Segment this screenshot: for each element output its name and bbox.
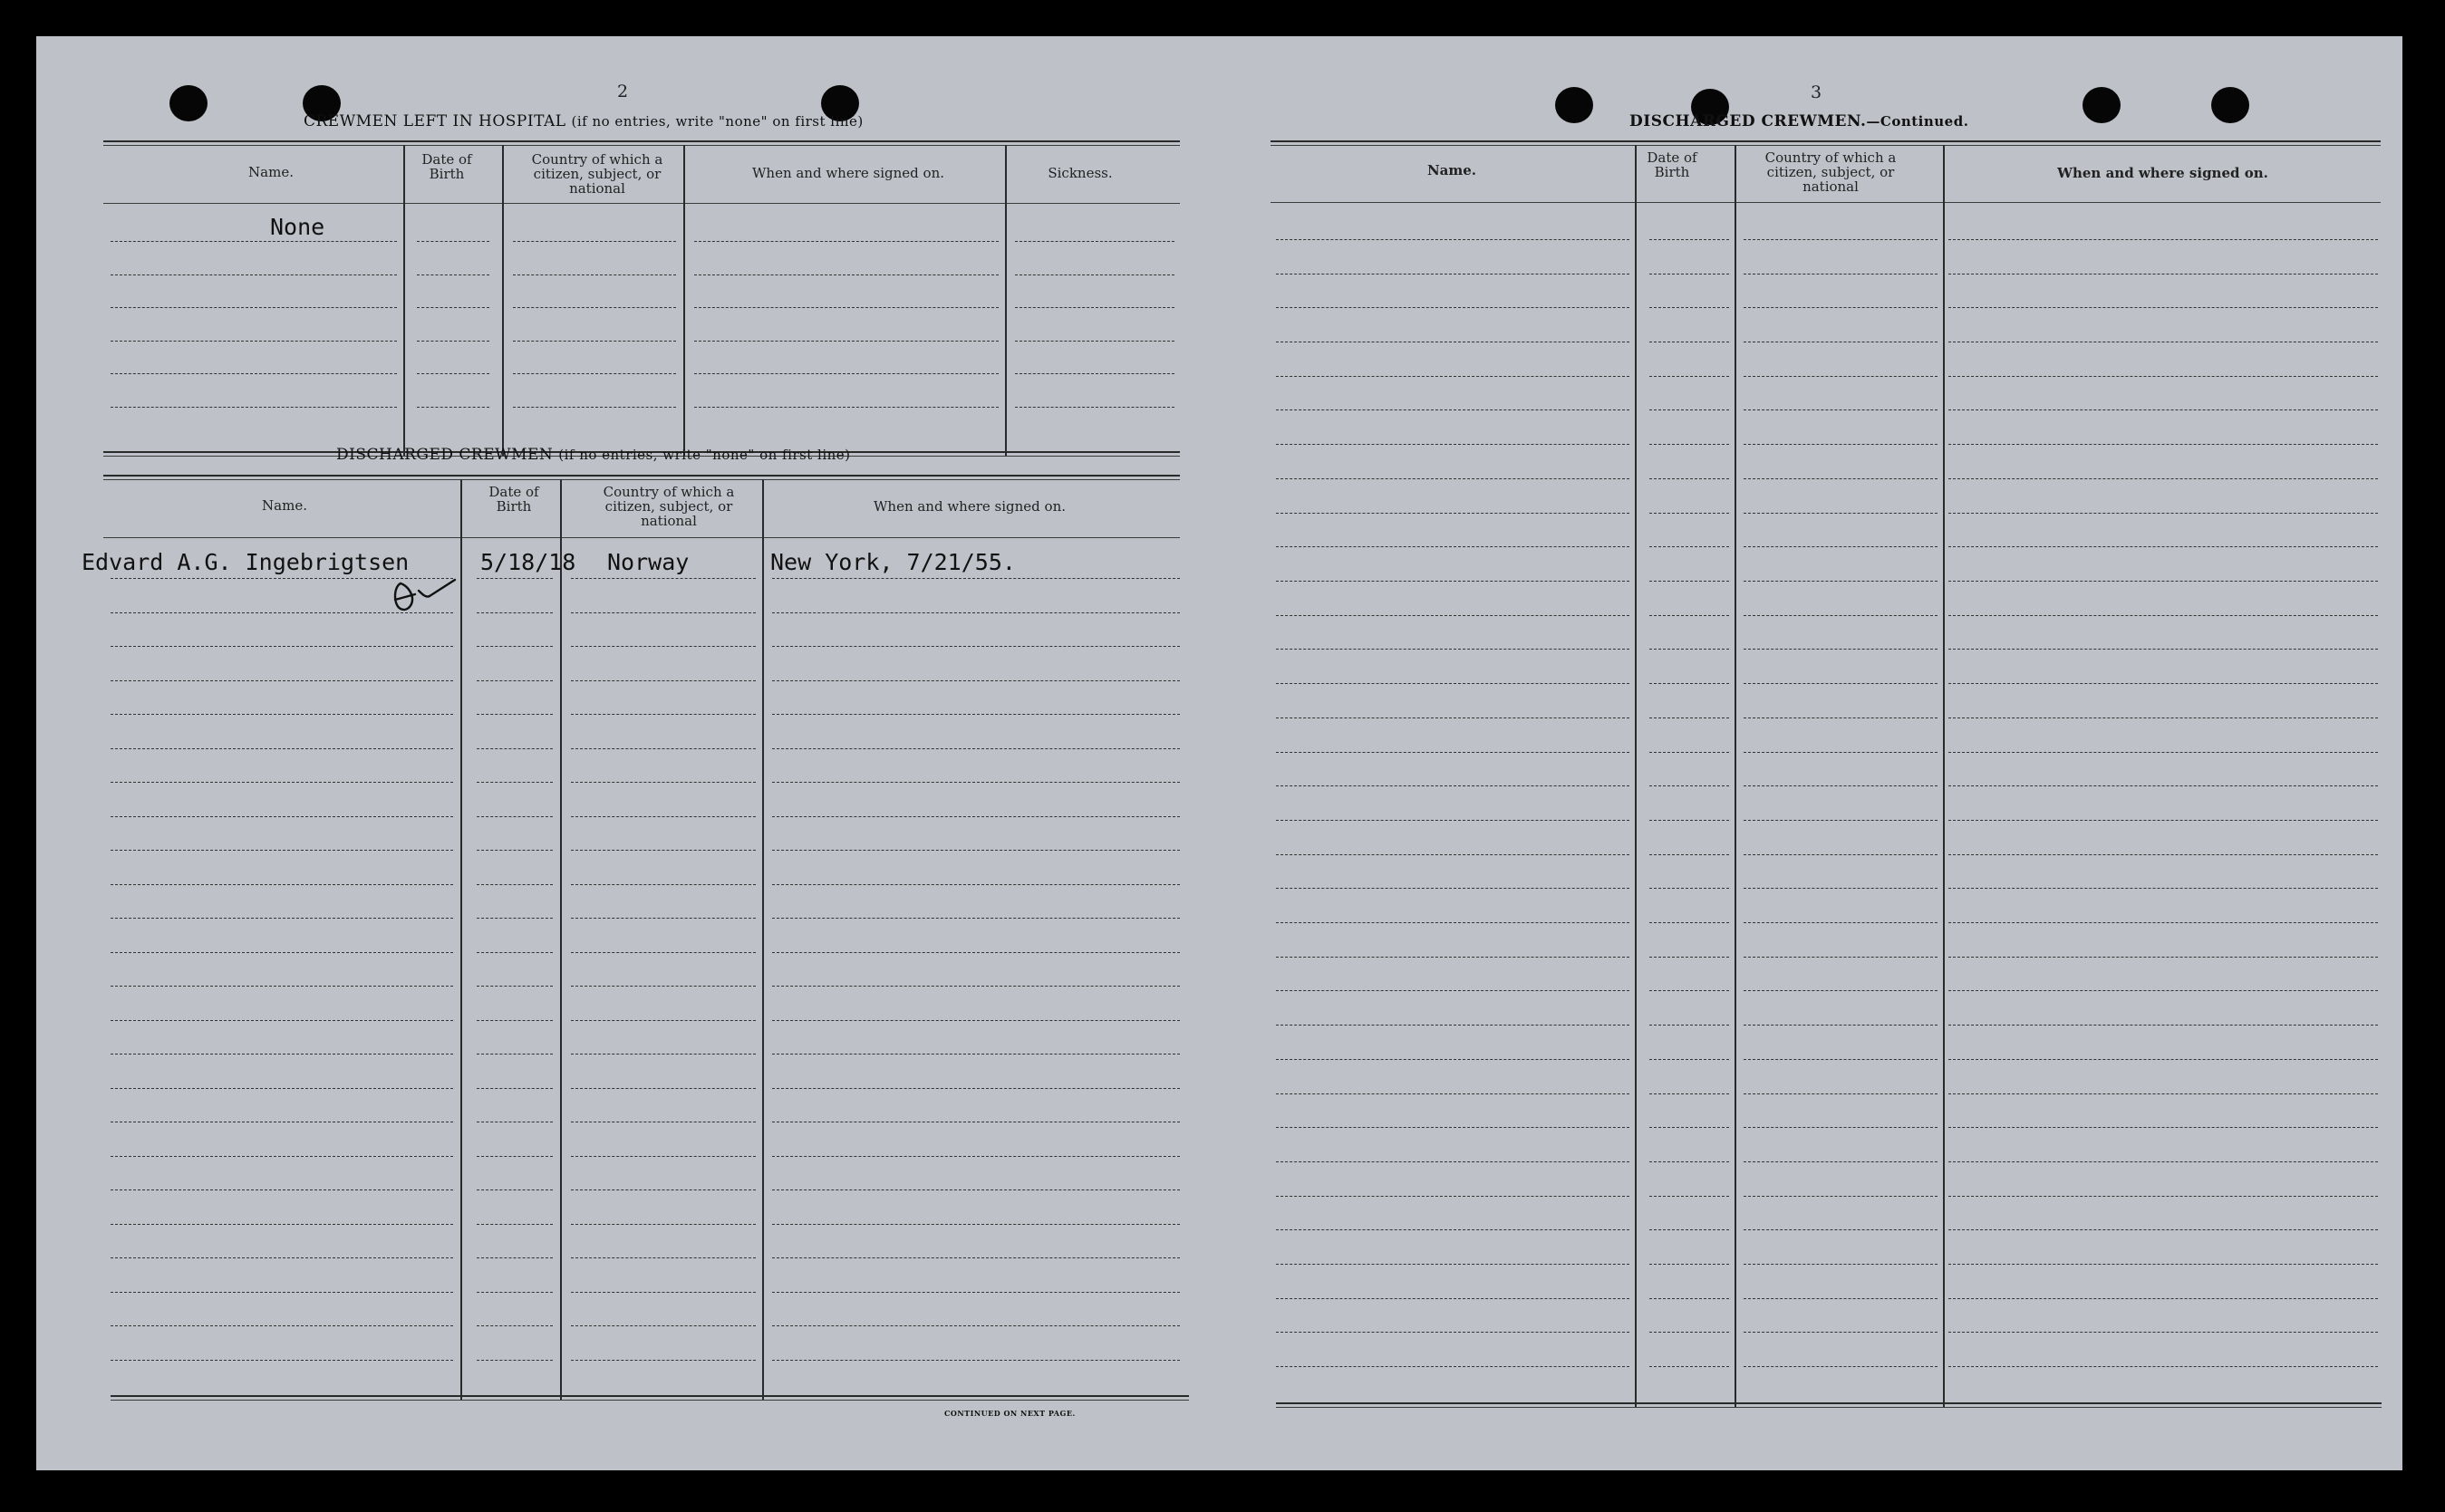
- ruled-line: [1744, 1229, 1938, 1230]
- ruled-line: [111, 241, 397, 242]
- discharged-header-country: Country of which a citizen, subject, or national: [603, 484, 735, 529]
- ruled-line: [1744, 1366, 1938, 1367]
- ruled-line: [1744, 752, 1938, 753]
- ruled-line: [1649, 1229, 1729, 1230]
- ruled-line: [772, 1189, 1180, 1190]
- ruled-line: [513, 274, 676, 275]
- handwritten-checkmark: [388, 563, 469, 627]
- ruled-line: [1744, 239, 1938, 240]
- ruled-line: [772, 578, 1180, 579]
- discharged-country-entry: Norway: [607, 549, 690, 575]
- ruled-line: [1948, 1093, 2378, 1094]
- ruled-line: [477, 1189, 553, 1190]
- ruled-line: [1744, 1025, 1938, 1026]
- hospital-header-country: Country of which a citizen, subject, or national: [531, 151, 663, 197]
- ruled-line: [571, 1156, 756, 1157]
- ruled-line: [1276, 1298, 1629, 1299]
- discharged-header-dob: Date of Birth: [488, 484, 539, 515]
- ruled-line: [477, 1224, 553, 1225]
- ruled-line: [477, 646, 553, 647]
- right-top-rule: [1271, 140, 2381, 142]
- ruled-line: [417, 373, 489, 374]
- ruled-line: [1744, 409, 1938, 410]
- ruled-line: [513, 407, 676, 408]
- ruled-line: [772, 1224, 1180, 1225]
- ruled-line: [1948, 785, 2378, 786]
- ruled-line: [772, 680, 1180, 681]
- right-header-signed: When and where signed on.: [2057, 165, 2268, 181]
- ruled-line: [772, 782, 1180, 783]
- ruled-line: [111, 578, 453, 579]
- ruled-line: [772, 816, 1180, 817]
- ruled-line: [111, 341, 397, 342]
- ruled-line: [1649, 307, 1729, 308]
- ruled-line: [477, 1257, 553, 1258]
- ruled-line: [1276, 649, 1629, 650]
- ruled-line: [1649, 1264, 1729, 1265]
- ruled-line: [477, 680, 553, 681]
- ruled-line: [1649, 888, 1729, 889]
- ruled-line: [772, 612, 1180, 613]
- ruled-line: [1948, 922, 2378, 923]
- ruled-line: [1948, 307, 2378, 308]
- ruled-line: [1276, 785, 1629, 786]
- page-number-right: 3: [1810, 82, 1822, 102]
- ruled-line: [1948, 376, 2378, 377]
- hospital-top-rule: [103, 140, 1180, 142]
- ruled-line: [1649, 1059, 1729, 1060]
- ruled-line: [477, 952, 553, 953]
- right-header-name: Name.: [1426, 162, 1477, 178]
- ruled-line: [111, 714, 453, 715]
- ruled-line: [1948, 409, 2378, 410]
- ruled-line: [772, 748, 1180, 749]
- ruled-line: [111, 680, 453, 681]
- ruled-line: [1948, 444, 2378, 445]
- ruled-line: [1649, 615, 1729, 616]
- continued-footer: CONTINUED ON NEXT PAGE.: [944, 1409, 1076, 1418]
- ruled-line: [477, 1156, 553, 1157]
- ruled-line: [694, 274, 999, 275]
- ruled-line: [1948, 1366, 2378, 1367]
- ruled-line: [477, 816, 553, 817]
- discharged-section-title: DISCHARGED CREWMEN (if no entries, write "none" on first line): [336, 446, 851, 464]
- ruled-line: [1649, 409, 1729, 410]
- ruled-line: [571, 884, 756, 885]
- ruled-line: [1948, 957, 2378, 958]
- hospital-section-title: CREWMEN LEFT IN HOSPITAL (if no entries, write "none" on first line): [304, 112, 864, 130]
- ruled-line: [1276, 1025, 1629, 1026]
- ruled-line: [571, 1224, 756, 1225]
- ruled-line: [1649, 1093, 1729, 1094]
- ruled-line: [111, 1189, 453, 1190]
- ruled-line: [1276, 854, 1629, 855]
- discharged-signed-entry: New York, 7/21/55.: [770, 549, 1016, 575]
- ruled-line: [1015, 407, 1174, 408]
- ruled-line: [571, 952, 756, 953]
- ruled-line: [571, 1020, 756, 1021]
- right-header-dob: Date of Birth: [1647, 149, 1697, 180]
- ruled-line: [1744, 1264, 1938, 1265]
- ruled-line: [1276, 717, 1629, 718]
- ruled-line: [1744, 1298, 1938, 1299]
- ruled-line: [417, 241, 489, 242]
- ruled-line: [1744, 957, 1938, 958]
- ruled-line: [694, 407, 999, 408]
- ruled-line: [1015, 373, 1174, 374]
- discharged-header-signed: When and where signed on.: [873, 498, 1066, 515]
- ruled-line: [1276, 546, 1629, 547]
- punch-hole: [1555, 87, 1593, 123]
- ruled-line: [1649, 239, 1729, 240]
- ruled-line: [1276, 957, 1629, 958]
- ruled-line: [1948, 1332, 2378, 1333]
- ruled-line: [1276, 752, 1629, 753]
- ruled-line: [1744, 820, 1938, 821]
- ruled-line: [111, 274, 397, 275]
- ruled-line: [1744, 546, 1938, 547]
- ruled-line: [111, 748, 453, 749]
- ruled-line: [1948, 717, 2378, 718]
- ruled-line: [772, 1292, 1180, 1293]
- ruled-line: [571, 816, 756, 817]
- ruled-line: [571, 782, 756, 783]
- ruled-line: [477, 782, 553, 783]
- ruled-line: [477, 714, 553, 715]
- ruled-line: [1948, 1196, 2378, 1197]
- ruled-line: [1649, 376, 1729, 377]
- ruled-line: [772, 1020, 1180, 1021]
- ruled-line: [1948, 649, 2378, 650]
- ruled-line: [1276, 820, 1629, 821]
- ruled-line: [1649, 1332, 1729, 1333]
- ruled-line: [1948, 752, 2378, 753]
- right-header-country: Country of which a citizen, subject, or national: [1764, 149, 1897, 195]
- ruled-line: [571, 986, 756, 987]
- ruled-line: [1276, 888, 1629, 889]
- ruled-line: [111, 1360, 453, 1361]
- ruled-line: [1744, 307, 1938, 308]
- ruled-line: [111, 952, 453, 953]
- ruled-line: [111, 1292, 453, 1293]
- ruled-line: [694, 341, 999, 342]
- ruled-line: [111, 850, 453, 851]
- ruled-line: [111, 1020, 453, 1021]
- ruled-line: [1649, 957, 1729, 958]
- ruled-line: [1744, 1093, 1938, 1094]
- ruled-line: [1649, 990, 1729, 991]
- ruled-line: [111, 612, 453, 613]
- ruled-line: [1649, 922, 1729, 923]
- ruled-line: [571, 1257, 756, 1258]
- page-number-left: 2: [616, 82, 629, 101]
- ruled-line: [477, 850, 553, 851]
- ruled-line: [1276, 1161, 1629, 1162]
- ruled-line: [1649, 820, 1729, 821]
- ruled-line: [772, 1088, 1180, 1089]
- ruled-line: [1744, 990, 1938, 991]
- ruled-line: [513, 373, 676, 374]
- ruled-line: [417, 407, 489, 408]
- ruled-line: [1649, 1025, 1729, 1026]
- ruled-line: [1649, 546, 1729, 547]
- ruled-line: [772, 1257, 1180, 1258]
- ruled-line: [1276, 581, 1629, 582]
- ruled-line: [1948, 239, 2378, 240]
- ruled-line: [1276, 478, 1629, 479]
- ruled-line: [694, 307, 999, 308]
- ruled-line: [1948, 683, 2378, 684]
- ruled-line: [111, 1325, 453, 1326]
- ruled-line: [772, 850, 1180, 851]
- punch-hole: [169, 85, 208, 121]
- discharged-header-name: Name.: [262, 497, 307, 514]
- ruled-line: [1649, 1366, 1729, 1367]
- ruled-line: [477, 1054, 553, 1055]
- ruled-line: [1015, 274, 1174, 275]
- ruled-line: [571, 748, 756, 749]
- hospital-header-dob: Date of Birth: [421, 151, 472, 182]
- ruled-line: [1948, 990, 2378, 991]
- ruled-line: [772, 646, 1180, 647]
- ruled-line: [1948, 1025, 2378, 1026]
- ruled-line: [571, 1292, 756, 1293]
- hospital-header-name: Name.: [248, 164, 294, 180]
- right-header-rule: [1271, 202, 2381, 203]
- ruled-line: [1948, 581, 2378, 582]
- ruled-line: [477, 1360, 553, 1361]
- ruled-line: [111, 1088, 453, 1089]
- ruled-line: [1276, 683, 1629, 684]
- ruled-line: [571, 1054, 756, 1055]
- punch-hole: [2083, 87, 2121, 123]
- ruled-line: [772, 1325, 1180, 1326]
- ruled-line: [1744, 854, 1938, 855]
- ruled-line: [1948, 1229, 2378, 1230]
- ruled-line: [1948, 1298, 2378, 1299]
- ruled-line: [1744, 649, 1938, 650]
- ruled-line: [1276, 1332, 1629, 1333]
- ruled-line: [1276, 1196, 1629, 1197]
- ruled-line: [1744, 581, 1938, 582]
- discharged-header-rule: [103, 537, 1180, 538]
- ruled-line: [477, 612, 553, 613]
- punch-hole: [2211, 87, 2249, 123]
- ruled-line: [1744, 1332, 1938, 1333]
- ruled-line: [477, 1020, 553, 1021]
- ruled-line: [772, 1156, 1180, 1157]
- ruled-line: [1649, 1196, 1729, 1197]
- ruled-line: [1649, 717, 1729, 718]
- ruled-line: [571, 612, 756, 613]
- ruled-line: [1948, 513, 2378, 514]
- ruled-line: [1276, 376, 1629, 377]
- hospital-name-entry: None: [270, 214, 325, 240]
- discharged-dob-entry: 5/18/18: [480, 549, 576, 575]
- ruled-line: [1649, 444, 1729, 445]
- discharged-top-rule: [103, 475, 1180, 477]
- hospital-header-signed: When and where signed on.: [751, 165, 944, 181]
- ruled-line: [1744, 513, 1938, 514]
- ruled-line: [111, 1257, 453, 1258]
- ruled-line: [1276, 1264, 1629, 1265]
- ruled-line: [1276, 1059, 1629, 1060]
- ruled-line: [111, 782, 453, 783]
- ruled-line: [1649, 649, 1729, 650]
- ruled-line: [1744, 785, 1938, 786]
- ruled-line: [571, 1189, 756, 1190]
- ruled-line: [1948, 1127, 2378, 1128]
- ruled-line: [1948, 1161, 2378, 1162]
- ruled-line: [571, 1360, 756, 1361]
- ruled-line: [477, 748, 553, 749]
- ruled-line: [1948, 615, 2378, 616]
- ruled-line: [772, 986, 1180, 987]
- ruled-line: [1015, 307, 1174, 308]
- ruled-line: [772, 952, 1180, 953]
- ruled-line: [1276, 409, 1629, 410]
- ruled-line: [1948, 478, 2378, 479]
- ruled-line: [513, 241, 676, 242]
- ruled-line: [1276, 990, 1629, 991]
- ruled-line: [513, 341, 676, 342]
- ruled-line: [1744, 1127, 1938, 1128]
- ruled-line: [1276, 307, 1629, 308]
- ruled-line: [477, 1292, 553, 1293]
- ruled-line: [1649, 785, 1729, 786]
- ruled-line: [417, 307, 489, 308]
- ruled-line: [1276, 1093, 1629, 1094]
- ruled-line: [1649, 513, 1729, 514]
- ruled-line: [694, 241, 999, 242]
- ruled-line: [1276, 1229, 1629, 1230]
- ruled-line: [111, 1156, 453, 1157]
- ruled-line: [111, 1054, 453, 1055]
- ruled-line: [1744, 1161, 1938, 1162]
- ruled-line: [1649, 854, 1729, 855]
- ruled-line: [1744, 376, 1938, 377]
- ruled-line: [1744, 615, 1938, 616]
- ruled-line: [1744, 717, 1938, 718]
- right-section-title: DISCHARGED CREWMEN.—Continued.: [1629, 112, 1969, 130]
- ruled-line: [571, 646, 756, 647]
- discharged-name-entry: Edvard A.G. Ingebrigtsen: [82, 549, 410, 575]
- ruled-line: [1744, 1059, 1938, 1060]
- ruled-line: [477, 1088, 553, 1089]
- ruled-line: [111, 407, 397, 408]
- ruled-line: [1649, 1161, 1729, 1162]
- ruled-line: [111, 373, 397, 374]
- ruled-line: [1649, 478, 1729, 479]
- form-sheet: [36, 36, 2402, 1470]
- ruled-line: [1276, 1366, 1629, 1367]
- hospital-header-sickness: Sickness.: [1048, 165, 1113, 181]
- ruled-line: [111, 307, 397, 308]
- ruled-line: [1744, 1196, 1938, 1197]
- ruled-line: [1015, 341, 1174, 342]
- ruled-line: [1649, 581, 1729, 582]
- ruled-line: [477, 986, 553, 987]
- ruled-line: [571, 680, 756, 681]
- ruled-line: [571, 918, 756, 919]
- ruled-line: [1744, 444, 1938, 445]
- ruled-line: [417, 274, 489, 275]
- ruled-line: [571, 1088, 756, 1089]
- ruled-line: [772, 714, 1180, 715]
- ruled-line: [772, 918, 1180, 919]
- ruled-line: [1744, 478, 1938, 479]
- ruled-line: [1948, 546, 2378, 547]
- ruled-line: [571, 714, 756, 715]
- ruled-line: [1744, 922, 1938, 923]
- ruled-line: [1649, 683, 1729, 684]
- ruled-line: [1276, 239, 1629, 240]
- ruled-line: [694, 373, 999, 374]
- ruled-line: [477, 884, 553, 885]
- ruled-line: [1744, 888, 1938, 889]
- ruled-line: [1276, 513, 1629, 514]
- ruled-line: [1649, 1127, 1729, 1128]
- ruled-line: [111, 884, 453, 885]
- ruled-line: [571, 1325, 756, 1326]
- hospital-header-rule: [103, 203, 1180, 204]
- ruled-line: [111, 918, 453, 919]
- ruled-line: [111, 986, 453, 987]
- ruled-line: [477, 918, 553, 919]
- ruled-line: [1948, 820, 2378, 821]
- ruled-line: [477, 578, 553, 579]
- ruled-line: [1276, 1127, 1629, 1128]
- ruled-line: [477, 1325, 553, 1326]
- ruled-line: [1744, 683, 1938, 684]
- ruled-line: [111, 1224, 453, 1225]
- ruled-line: [1276, 615, 1629, 616]
- discharged-bottom-rule: [111, 1395, 1189, 1397]
- ruled-line: [571, 578, 756, 579]
- ruled-line: [1015, 241, 1174, 242]
- ruled-line: [571, 850, 756, 851]
- ruled-line: [1948, 854, 2378, 855]
- ruled-line: [1948, 888, 2378, 889]
- ruled-line: [111, 646, 453, 647]
- ruled-line: [772, 1360, 1180, 1361]
- right-bottom-rule: [1276, 1402, 2382, 1404]
- ruled-line: [417, 341, 489, 342]
- ruled-line: [1649, 1298, 1729, 1299]
- ruled-line: [513, 307, 676, 308]
- ruled-line: [772, 1054, 1180, 1055]
- ruled-line: [1276, 444, 1629, 445]
- ruled-line: [772, 884, 1180, 885]
- ruled-line: [1276, 922, 1629, 923]
- ruled-line: [111, 816, 453, 817]
- ruled-line: [1948, 1264, 2378, 1265]
- ruled-line: [1948, 1059, 2378, 1060]
- ruled-line: [1649, 752, 1729, 753]
